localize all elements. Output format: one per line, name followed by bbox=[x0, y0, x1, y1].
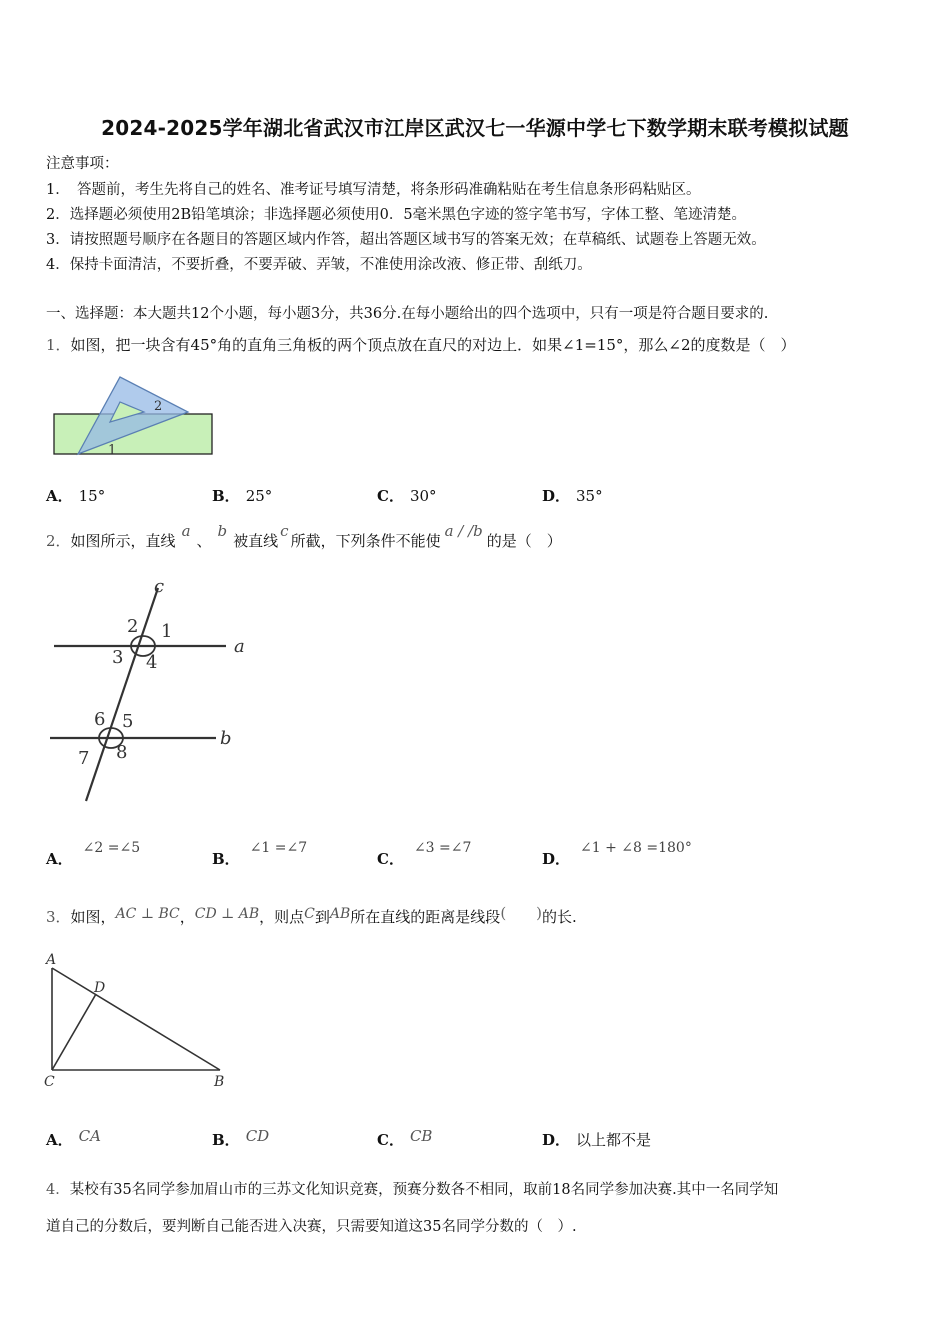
label-1: 1 bbox=[161, 621, 173, 642]
question-4 bbox=[46, 1178, 778, 1199]
question-text: 的是（ ） bbox=[486, 532, 562, 550]
question-3 bbox=[46, 906, 577, 927]
option-letter: D． bbox=[542, 1131, 571, 1149]
angle-2-label: 2 bbox=[154, 399, 163, 414]
question-text: 如图， bbox=[70, 908, 116, 926]
notice-item-2: 2．选择题必须使用2B铅笔填涂；非选择题必须使用0．5毫米黑色字迹的签字笔书写，字体工整、笔迹清楚。 bbox=[46, 207, 747, 223]
q3-option-c[interactable] bbox=[377, 1129, 432, 1150]
option-letter: C． bbox=[377, 487, 404, 505]
question-text: 的长. bbox=[542, 908, 577, 926]
label-5: 5 bbox=[122, 711, 134, 732]
math-ac-perp-bc: AC ⊥ BC bbox=[115, 906, 180, 922]
option-letter: B． bbox=[212, 487, 240, 505]
option-text: ∠2 =∠5 bbox=[82, 840, 141, 856]
option-letter: D． bbox=[542, 487, 571, 505]
q2-option-b[interactable] bbox=[212, 840, 308, 869]
question-text: 所在直线的距离是线段 bbox=[350, 908, 501, 926]
option-letter: A． bbox=[46, 487, 73, 505]
question-text: ，则点 bbox=[259, 908, 305, 926]
angle-1-label: 1 bbox=[108, 443, 117, 458]
label-6: 6 bbox=[94, 709, 106, 730]
question-number: 2． bbox=[46, 532, 71, 550]
q1-option-b[interactable] bbox=[212, 485, 272, 506]
label-c: c bbox=[154, 576, 165, 597]
question-text: ， bbox=[179, 908, 195, 926]
label-4: 4 bbox=[146, 652, 158, 673]
option-letter: A． bbox=[46, 1131, 73, 1149]
option-letter: B． bbox=[212, 850, 240, 868]
option-letter: B． bbox=[212, 1131, 240, 1149]
math-c: C bbox=[304, 906, 315, 922]
option-letter: C． bbox=[377, 850, 404, 868]
q1-option-c[interactable] bbox=[377, 485, 437, 506]
label-3: 3 bbox=[112, 647, 124, 668]
question-1 bbox=[46, 334, 796, 355]
answer-blank: ( ) bbox=[500, 904, 543, 922]
q1-option-d[interactable] bbox=[542, 485, 603, 506]
q2-option-d[interactable] bbox=[542, 840, 692, 869]
right-triangle-figure bbox=[40, 948, 240, 1093]
q3-option-b[interactable] bbox=[212, 1129, 269, 1150]
notice-item-4: 4．保持卡面清洁，不要折叠，不要弄破、弄皱，不准使用涂改液、修正带、刮纸刀。 bbox=[46, 257, 592, 273]
side-ab bbox=[52, 968, 220, 1070]
question-number: 3． bbox=[46, 908, 71, 926]
section-heading: 一、选择题：本大题共12个小题，每小题3分，共36分.在每小题给出的四个选项中，只有一项是符合题目要求的. bbox=[46, 306, 769, 322]
option-letter: D． bbox=[542, 850, 571, 868]
label-B: B bbox=[214, 1074, 225, 1090]
option-letter: C． bbox=[377, 1131, 404, 1149]
question-number: 1． bbox=[46, 336, 71, 354]
q2-option-c[interactable] bbox=[377, 840, 472, 869]
option-text: 以上都不是 bbox=[576, 1131, 652, 1149]
q1-option-a[interactable] bbox=[46, 485, 105, 506]
label-8: 8 bbox=[116, 742, 128, 763]
label-A: A bbox=[46, 952, 57, 968]
option-text: ∠3 =∠7 bbox=[413, 840, 472, 856]
option-text: CB bbox=[409, 1127, 433, 1145]
q3-option-a[interactable] bbox=[46, 1129, 101, 1150]
option-text: ∠1 + ∠8 =180° bbox=[580, 840, 692, 856]
page-title: 2024-2025学年湖北省武汉市江岸区武汉七一华源中学七下数学期末联考模拟试题 bbox=[101, 116, 849, 140]
question-text: 如图所示，直线 bbox=[70, 532, 176, 550]
segment-cd bbox=[52, 994, 96, 1070]
option-letter: A． bbox=[46, 850, 73, 868]
math-a-parallel-b: a / /b bbox=[444, 522, 483, 540]
question-text: 所截，下列条件不能使 bbox=[290, 532, 441, 550]
option-text: 15° bbox=[78, 487, 106, 505]
option-text: CA bbox=[78, 1127, 101, 1145]
notice-item-3: 3．请按照题号顺序在各题目的答题区域内作答，超出答题区域书写的答案无效；在草稿纸、试题卷上答题无效。 bbox=[46, 232, 766, 248]
label-b: b bbox=[220, 728, 232, 749]
option-text: CD bbox=[245, 1127, 270, 1145]
math-a: a bbox=[181, 522, 191, 540]
math-cd-perp-ab: CD ⊥ AB bbox=[194, 906, 260, 922]
question-4-line-2: 道自己的分数后，要判断自己能否进入决赛，只需要知道这35名同学分数的（ ）. bbox=[46, 1219, 577, 1235]
line-c bbox=[86, 588, 158, 801]
question-text: 某校有35名同学参加眉山市的三苏文化知识竞赛，预赛分数各不相同，取前18名同学参加决赛.其中一名同学知 bbox=[69, 1182, 779, 1198]
option-text: 25° bbox=[245, 487, 273, 505]
math-b: b bbox=[217, 522, 228, 540]
label-a: a bbox=[234, 636, 245, 657]
parallel-lines-figure bbox=[46, 576, 256, 806]
ruler-triangle-figure bbox=[48, 372, 218, 462]
notice-heading: 注意事项： bbox=[46, 156, 119, 172]
option-text: 30° bbox=[409, 487, 437, 505]
label-2: 2 bbox=[127, 616, 139, 637]
q2-option-a[interactable] bbox=[46, 840, 141, 869]
question-text: 如图，把一块含有45°角的直角三角板的两个顶点放在直尺的对边上．如果∠1=15°，那么∠2的度数是（ ） bbox=[70, 336, 796, 354]
math-c: c bbox=[280, 522, 289, 540]
q3-option-d[interactable] bbox=[542, 1129, 651, 1150]
question-text: 、 bbox=[196, 532, 212, 550]
notice-item-1: 1． 答题前，考生先将自己的姓名、准考证号填写清楚，将条形码准确粘贴在考生信息条形码粘贴区。 bbox=[46, 182, 701, 198]
label-C: C bbox=[44, 1074, 55, 1090]
option-text: 35° bbox=[576, 487, 603, 505]
label-D: D bbox=[94, 980, 106, 996]
question-text: 到 bbox=[314, 908, 330, 926]
math-ab: AB bbox=[329, 906, 351, 922]
question-number: 4． bbox=[46, 1182, 70, 1198]
question-text: 被直线 bbox=[233, 532, 279, 550]
question-2 bbox=[46, 522, 562, 551]
option-text: ∠1 =∠7 bbox=[249, 840, 308, 856]
label-7: 7 bbox=[78, 748, 90, 769]
